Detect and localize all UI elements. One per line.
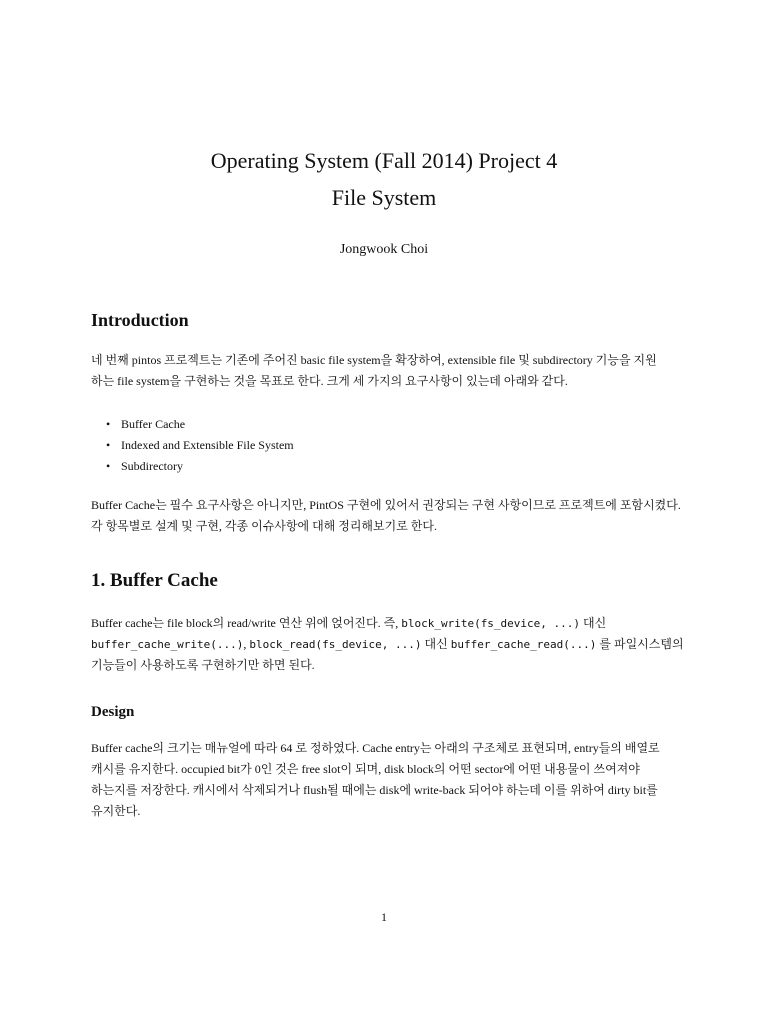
text-line: 캐시를 유지한다. occupied bit가 0인 것은 free slot이 되며, disk block의 어떤 sector에 어떤 내용물이 쓰여져야 (91, 762, 640, 776)
text-line: 각 항목별로 설계 및 구현, 각종 이슈사항에 대해 정리해보기로 한다. (91, 519, 437, 533)
text-line (91, 634, 684, 655)
code-run: block_read(fs_device, ...) (249, 638, 422, 651)
buffer-cache-heading: 1. Buffer Cache (91, 570, 218, 591)
introduction-paragraph-1 (91, 350, 681, 392)
list-item-label: Buffer Cache (121, 417, 186, 431)
list-item (91, 435, 294, 456)
document-title: Operating System (Fall 2014) Project 4 (210, 148, 558, 173)
code-run: buffer_cache_write(...) (91, 638, 244, 651)
bullet-icon: • (106, 438, 111, 452)
text-line: Buffer cache의 크기는 매뉴얼에 따라 64 로 정하였다. Cache entry는 아래의 구조체로 표현되며, entry들의 배열로 (91, 741, 660, 755)
text-line: 네 번째 pintos 프로젝트는 기존에 주어진 basic file system을 확장하여, extensible file 및 subdirectory 기능을 지원 (91, 353, 657, 367)
bullet-icon: • (106, 417, 111, 431)
requirements-list (91, 414, 294, 477)
document-subtitle: File System (331, 185, 437, 210)
design-heading: Design (91, 704, 135, 720)
code-run: block_write(fs_device, ...) (401, 617, 581, 630)
text-run: 대신 (580, 616, 607, 630)
text-line: 하는 file system을 구현하는 것을 목표로 한다. 크게 세 가지의 요구사항이 있는데 아래와 같다. (91, 374, 568, 388)
code-run: buffer_cache_read(...) (450, 638, 597, 651)
text-line (91, 613, 681, 634)
list-item (91, 456, 294, 477)
text-line: 기능들이 사용하도록 구현하기만 하면 된다. (91, 658, 315, 672)
text-run: 대신 (421, 637, 451, 651)
bullet-icon: • (106, 459, 111, 473)
list-item-label: Indexed and Extensible File System (121, 438, 294, 452)
page-number: 1 (381, 910, 387, 924)
design-paragraph (91, 738, 681, 822)
buffer-cache-paragraph (91, 613, 684, 676)
introduction-paragraph-2 (91, 495, 681, 537)
text-run: 를 파일시스템의 (596, 637, 684, 651)
document-author: Jongwook Choi (339, 242, 429, 257)
text-run: , (243, 637, 250, 651)
introduction-heading: Introduction (91, 310, 189, 330)
text-line: 유지한다. (91, 804, 141, 818)
text-run: Buffer cache는 file block의 read/write 연산 위에 얹어진다. 즉, (91, 616, 402, 630)
text-line: 하는지를 저장한다. 캐시에서 삭제되거나 flush될 때에는 disk에 write-back 되어야 하는데 이를 위하여 dirty bit를 (91, 783, 658, 797)
list-item (91, 414, 294, 435)
text-line: Buffer Cache는 필수 요구사항은 아니지만, PintOS 구현에 있어서 권장되는 구현 사항이므로 프로젝트에 포함시켰다. (91, 498, 681, 512)
list-item-label: Subdirectory (121, 459, 183, 473)
